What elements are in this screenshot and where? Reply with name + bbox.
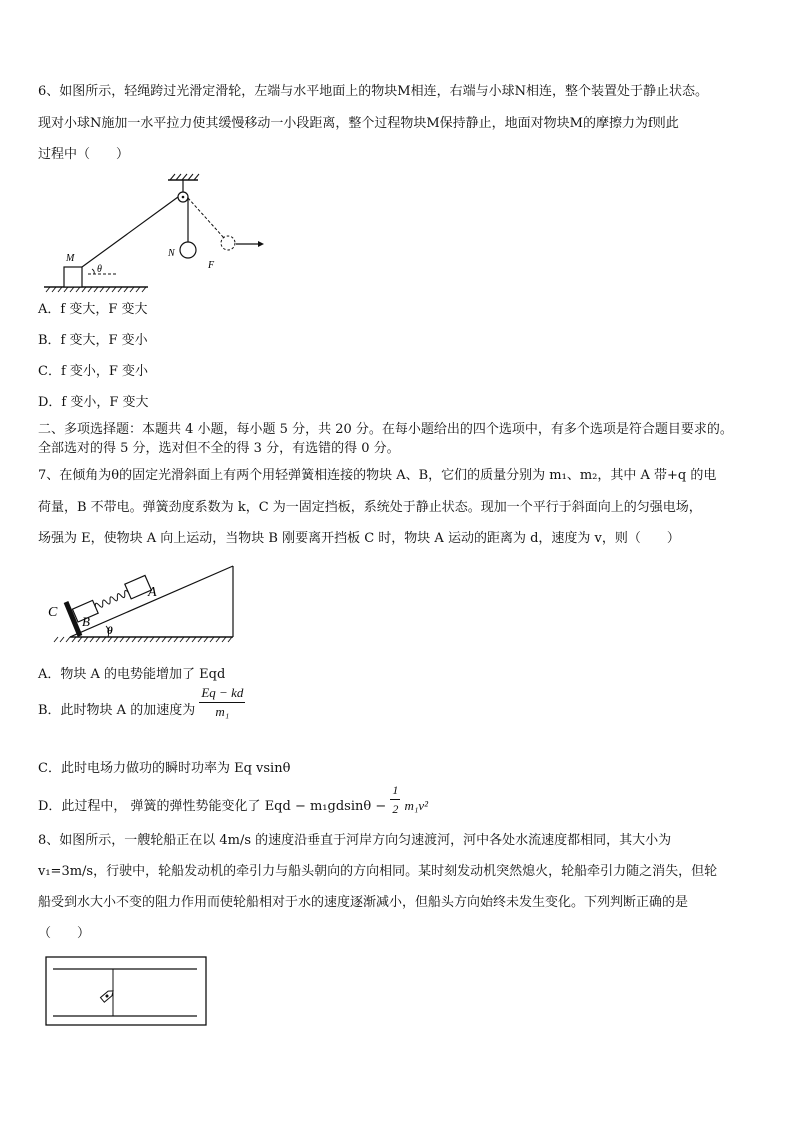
q7-stem-line2: 荷量，B 不带电。弹簧劲度系数为 k，C 为一固定挡板，系统处于静止状态。现加一个平行于斜面向上的匀强电场， xyxy=(38,500,702,515)
q7-option-d-text: D．此过程中， 弹簧的弹性势能变化了 Eqd − m₁gdsinθ − xyxy=(38,799,387,814)
q6-option-a: A．f 变大，F 变大 xyxy=(38,302,148,317)
label-C: C xyxy=(48,605,58,620)
q7-option-d-fraction xyxy=(390,781,400,818)
q7-option-b-text: B．此时物块 A 的加速度为 xyxy=(38,703,196,718)
q8-figure xyxy=(45,956,210,1028)
fraction-denominator: 2 xyxy=(392,802,399,816)
fraction-numerator: 1 xyxy=(390,781,400,800)
q7-option-c: C．此时电场力做功的瞬时功率为 Eq vsinθ xyxy=(38,761,291,776)
q6-stem-line1: 6、如图所示，轻绳跨过光滑定滑轮，左端与水平地面上的物块M相连，右端与小球N相连，整个装置处于静止状态。 xyxy=(38,84,708,99)
label-F: F xyxy=(208,260,215,271)
q8-stem-line1: 8、如图所示，一艘轮船正在以 4m/s 的速度沿垂直于河岸方向匀速渡河，河中各处水流速度都相同，其大小为 xyxy=(38,833,672,848)
q7-stem-line1: 7、在倾角为θ的固定光滑斜面上有两个用轻弹簧相连接的物块 A、B，它们的质量分别为 m₁、m₂，其中 A 带+q 的电 xyxy=(38,468,717,483)
label-B: B xyxy=(82,614,90,629)
q7-option-a: A．物块 A 的电势能增加了 Eqd xyxy=(38,667,226,682)
q7-stem-line3: 场强为 E，使物块 A 向上运动，当物块 B 刚要离开挡板 C 时，物块 A 运动的距离为 d，速度为 v，则（ ） xyxy=(38,531,680,546)
label-N: N xyxy=(168,248,175,259)
q7-figure xyxy=(40,560,270,650)
q6-figure xyxy=(38,170,278,295)
q7-option-b-fraction xyxy=(199,684,245,721)
q6-option-b: B．f 变大，F 变小 xyxy=(38,333,148,348)
q8-stem-line2: v₁=3m/s，行驶中，轮船发动机的牵引力与船头朝向的方向相同。某时刻发动机突然熄火，轮船牵引力随之消失，但轮 xyxy=(38,864,718,879)
section2-line2: 全部选对的得 5 分，选对但不全的得 3 分，有选错的得 0 分。 xyxy=(38,441,400,456)
q6-option-c: C．f 变小，F 变小 xyxy=(38,364,149,379)
q7-option-d xyxy=(38,783,429,818)
q8-stem-line3: 船受到水大小不变的阻力作用而使轮船相对于水的速度逐渐减小，但船头方向始终未发生变化。下列判断正确的是 xyxy=(38,895,689,910)
label-theta: θ xyxy=(97,264,102,275)
q7-option-b xyxy=(38,685,245,721)
label-M: M xyxy=(66,253,75,264)
label-A: A xyxy=(148,585,157,600)
fraction-numerator: Eq − kd xyxy=(199,684,245,703)
fraction-denominator: m₁ xyxy=(215,704,230,719)
q6-option-d: D．f 变小，F 变大 xyxy=(38,395,149,410)
q6-stem-line3: 过程中（ ） xyxy=(38,147,130,162)
q7-option-d-suffix: m₁v² xyxy=(404,798,429,813)
q8-stem-line4: （ ） xyxy=(38,926,91,941)
section2-line1: 二、多项选择题：本题共 4 小题，每小题 5 分，共 20 分。在每小题给出的四个选项中，有多个选项是符合题目要求的。 xyxy=(38,422,733,437)
label-theta-7: θ xyxy=(107,625,113,637)
q6-stem-line2: 现对小球N施加一水平拉力使其缓慢移动一小段距离，整个过程物块M保持静止，地面对物块M的摩擦力为f则此 xyxy=(38,116,679,131)
